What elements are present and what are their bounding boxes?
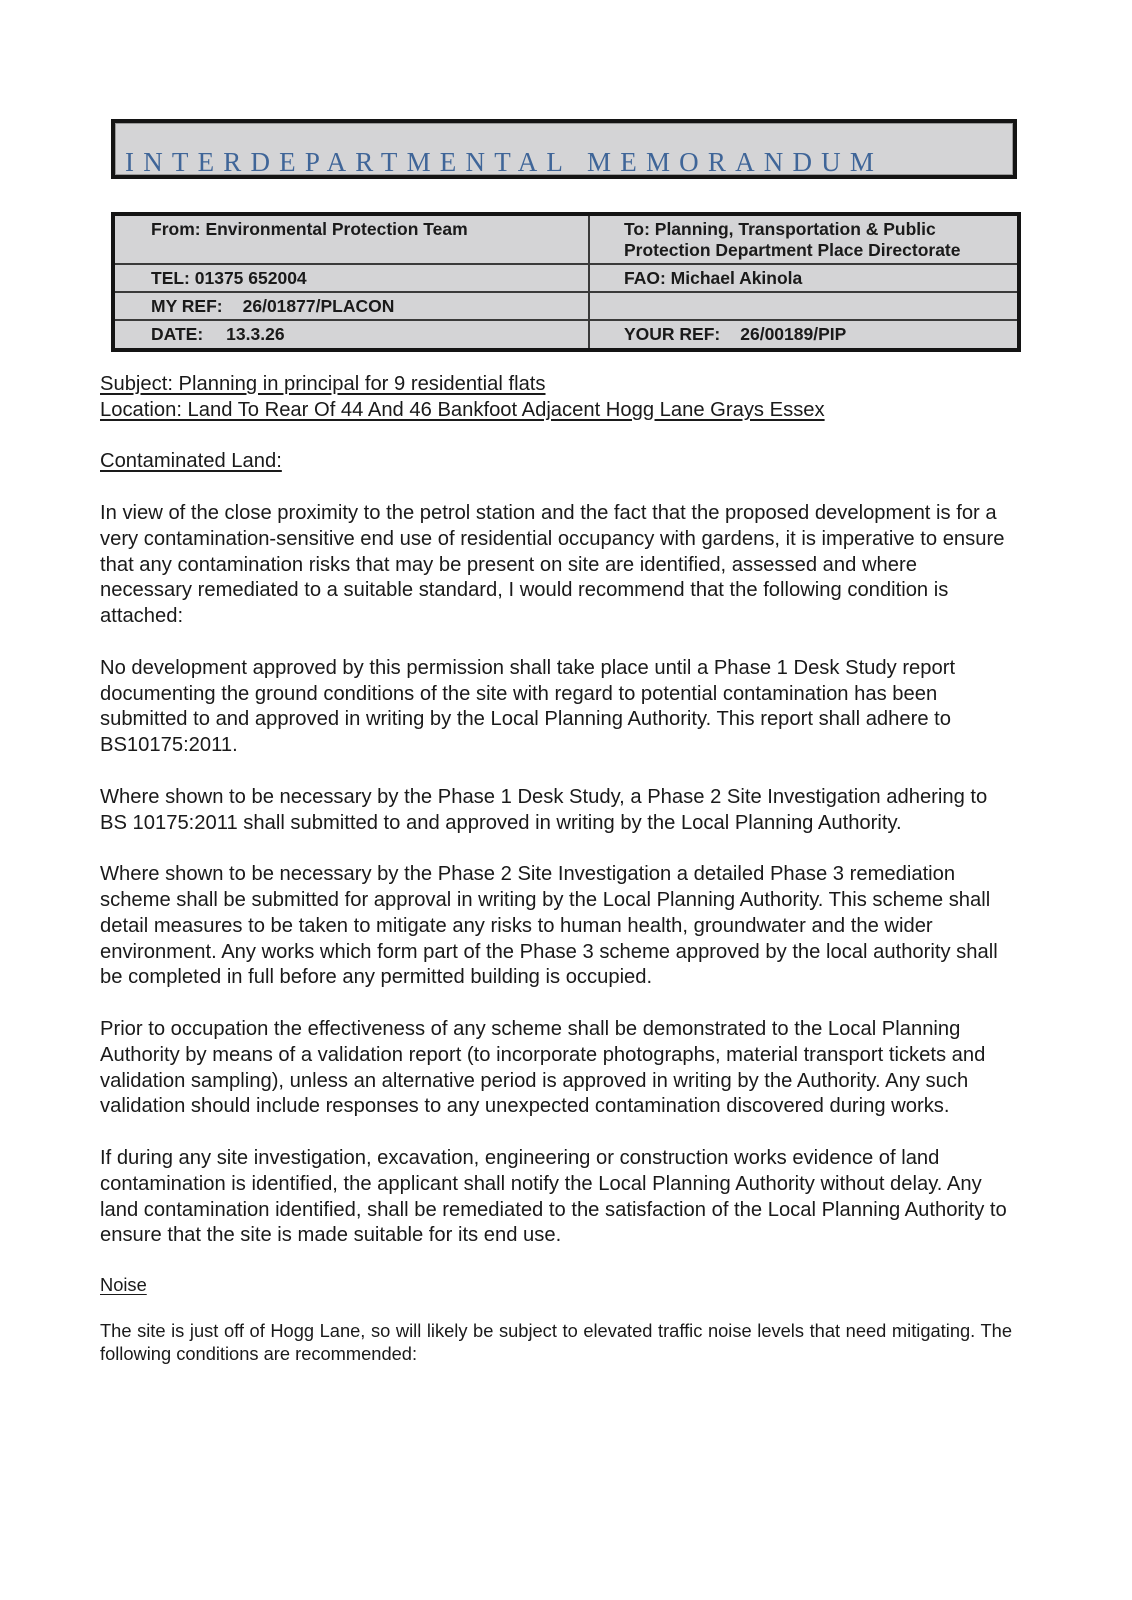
paragraph: Prior to occupation the effectiveness of any scheme shall be demonstrated to the Local Planning Authority by means of a validation report (to incorporate photographs, material transport tickets and validation sampling), unless an alternative period is approved in writing by the Authority. Any such validation should include responses to any unexpected contamination discovered during works. [100, 1017, 986, 1118]
date-label: DATE: [151, 324, 204, 344]
tel-cell [113, 264, 589, 292]
memo-body [100, 372, 1012, 1365]
fao-cell [589, 264, 1019, 292]
subject-line: Subject: Planning in principal for 9 residential flats [100, 373, 546, 395]
noise-heading: Noise [100, 1274, 147, 1296]
to-line-2: Protection Department Place Directorate [624, 240, 961, 260]
date-value: 13.3.26 [226, 324, 285, 344]
my-ref-value: 26/01877/PLACON [242, 296, 395, 316]
memo-header-table [111, 212, 1021, 352]
from-text: From: Environmental Protection Team [151, 219, 468, 239]
header-row [113, 292, 1019, 320]
to-cell [589, 214, 1019, 264]
from-cell [113, 214, 589, 264]
your-ref-label: YOUR REF: [624, 324, 721, 344]
paragraph: The site is just off of Hogg Lane, so will likely be subject to elevated traffic noise levels that need mitigating. The following conditions are recommended: [100, 1320, 1012, 1365]
paragraph: Where shown to be necessary by the Phase 1 Desk Study, a Phase 2 Site Investigation adhering to BS 10175:2011 shall submitted to and approved in writing by the Local Planning Authority. [100, 785, 988, 834]
header-row [113, 214, 1019, 264]
header-row [113, 264, 1019, 292]
contaminated-land-heading: Contaminated Land: [100, 450, 282, 473]
memo-title: INTERDEPARTMENTAL MEMORANDUM [125, 147, 884, 177]
paragraph: If during any site investigation, excavation, engineering or construction works evidence of land contamination is identified, the applicant shall notify the Local Planning Authority without delay. Any land contamination identified, shall be remediated to the satisfaction of the Local Planning Authority to ensure that the site is made suitable for its end use. [100, 1146, 1007, 1247]
memo-banner [111, 119, 1017, 179]
paragraph: No development approved by this permission shall take place until a Phase 1 Desk Study report documenting the ground conditions of the site with regard to potential contamination has been submitted to and approved in writing by the Local Planning Authority. This report shall adhere to BS10175:2011. [100, 656, 956, 757]
location-line: Location: Land To Rear Of 44 And 46 Bankfoot Adjacent Hogg Lane Grays Essex [100, 398, 825, 421]
date-cell [113, 320, 589, 350]
to-line-1: To: Planning, Transportation & Public [624, 219, 936, 239]
your-ref-value: 26/00189/PIP [740, 324, 847, 344]
my-ref-cell [113, 292, 589, 320]
fao-text: FAO: Michael Akinola [624, 268, 803, 288]
paragraph: In view of the close proximity to the petrol station and the fact that the proposed development is for a very contamination-sensitive end use of residential occupancy with gardens, it is imperative to ensure that any contamination risks that may be present on site are identified, assessed and where necessary remediated to a suitable standard, I would recommend that the following condition is attached: [100, 501, 1005, 628]
tel-text: TEL: 01375 652004 [151, 268, 307, 288]
my-ref-label: MY REF: [151, 296, 223, 316]
header-row [113, 320, 1019, 350]
your-ref-cell [589, 320, 1019, 350]
paragraph: Where shown to be necessary by the Phase 2 Site Investigation a detailed Phase 3 remediation scheme shall be submitted for approval in writing by the Local Planning Authority. This scheme shall detail measures to be taken to mitigate any risks to human health, groundwater and the wider environment. Any works which form part of the Phase 3 scheme approved by the local authority shall be completed in full before any permitted building is occupied. [100, 863, 998, 989]
empty-cell [589, 292, 1019, 320]
